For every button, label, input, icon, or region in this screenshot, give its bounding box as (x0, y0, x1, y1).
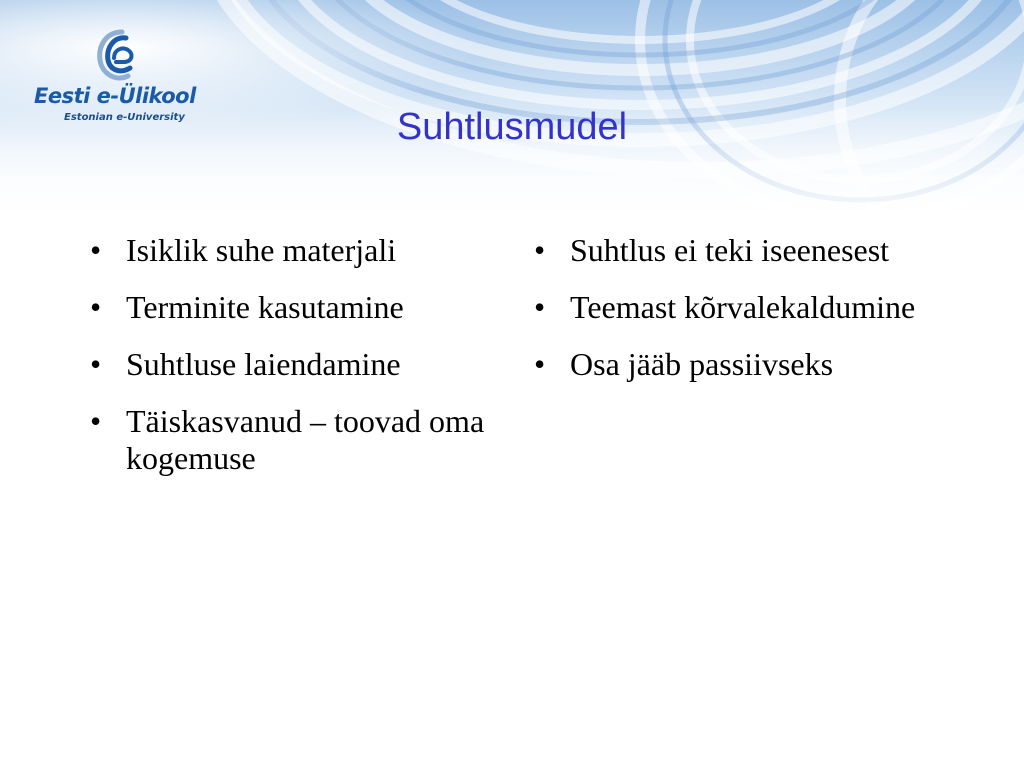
logo-subtitle: Estonian e-University (64, 112, 185, 123)
list-item-text: Teemast kõrvalekaldumine (570, 289, 916, 325)
bullet-icon: • (90, 346, 102, 382)
right-column (534, 232, 954, 403)
list-item (534, 232, 954, 269)
list-item (90, 232, 510, 269)
list-item (534, 289, 954, 326)
left-bullet-list (90, 232, 510, 477)
list-item-text: Täiskasvanud – toovad oma kogemuse (126, 403, 485, 476)
left-column (90, 232, 510, 497)
slide-title: Suhtlusmudel (396, 106, 628, 148)
list-item (90, 403, 510, 477)
right-bullet-list (534, 232, 954, 383)
bullet-icon: • (534, 346, 546, 382)
list-item-text: Suhtlus ei teki iseenesest (570, 232, 890, 268)
list-item (90, 346, 510, 383)
list-item (90, 289, 510, 326)
bullet-icon: • (90, 232, 102, 268)
list-item-text: Osa jääb passiivseks (570, 346, 834, 382)
bullet-icon: • (90, 289, 102, 325)
logo-name: Eesti e-Ülikool (34, 84, 196, 108)
logo-swirl-icon (92, 28, 140, 84)
bullet-icon: • (90, 403, 102, 439)
bullet-icon: • (534, 289, 546, 325)
list-item-text: Terminite kasutamine (126, 289, 404, 325)
list-item-text: Suhtluse laiendamine (126, 346, 401, 382)
bullet-icon: • (534, 232, 546, 268)
list-item-text: Isiklik suhe materjali (126, 232, 397, 268)
list-item (534, 346, 954, 383)
